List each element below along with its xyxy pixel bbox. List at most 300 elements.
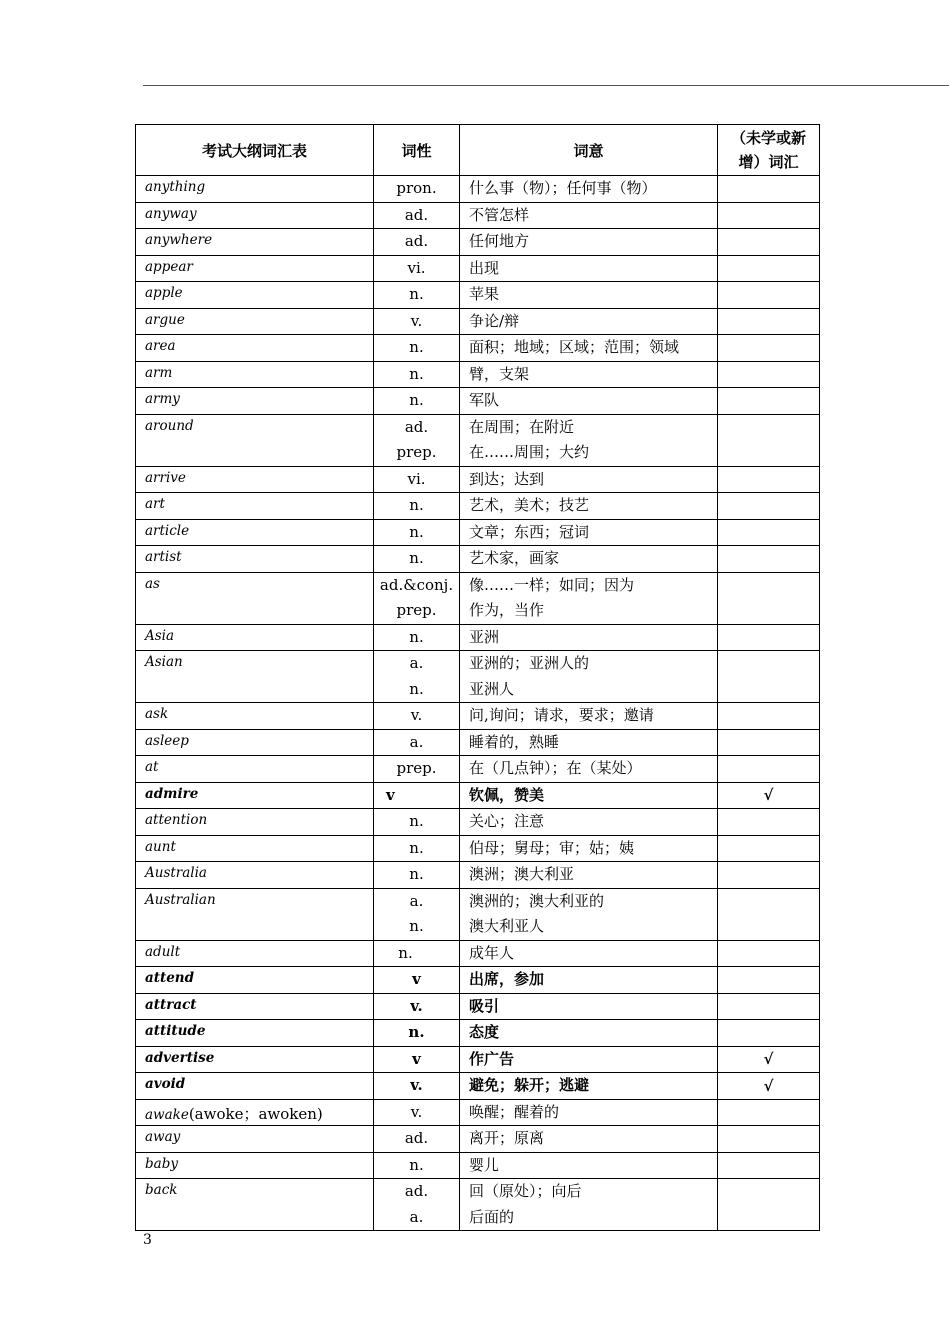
pos-cell [374,361,460,388]
pos-text: ad.&conj. [379,575,454,594]
word-cell [136,1179,374,1231]
table-row [136,546,820,573]
table-row [136,493,820,520]
pos-text: n. [409,496,424,514]
word-text: awake [145,1106,189,1123]
new-vocab-cell [718,862,820,889]
meaning-text: 伯母；舅母；审；姑；姨 [469,838,635,857]
pos-cell [374,176,460,203]
pos-text: n. [409,1155,424,1174]
word-text: attitude [145,1023,206,1039]
word-cell [136,176,374,203]
new-vocab-cell [718,255,820,282]
pos-text: n. [409,522,424,541]
meaning-cell [460,361,718,388]
meaning-cell [460,967,718,994]
meaning-text: 出席，参加 [469,970,545,988]
meaning-text: 后面的 [469,1207,515,1226]
checkmark: √ [763,1050,774,1069]
meaning-cell [460,993,718,1020]
word-cell [136,1099,374,1126]
meaning-cell [460,335,718,362]
pos-cell [374,1126,460,1153]
table-row [136,414,820,466]
table-row [136,703,820,730]
pos-cell [374,308,460,335]
pos-text: prep. [396,759,437,777]
header-pos: 词性 [374,125,460,176]
word-cell [136,1046,374,1073]
meaning-text: 作广告 [469,1049,515,1068]
pos-cell [374,967,460,994]
word-forms: (awoke；awoken) [188,1104,323,1123]
pos-text: n. [408,1023,425,1041]
table-row [136,229,820,256]
meaning-cell [460,308,718,335]
word-cell [136,729,374,756]
new-vocab-cell [718,335,820,362]
word-text: anyway [145,205,197,222]
new-vocab-cell [718,414,820,466]
meaning-text: 到达；达到 [469,469,545,488]
word-text: adult [145,943,181,960]
table-row [136,572,820,624]
meaning-text: 不管怎样 [469,205,530,224]
pos-text: n. [398,943,413,962]
table-row [136,1020,820,1047]
meaning-cell [460,493,718,520]
meaning-cell [460,388,718,415]
word-text: away [145,1129,181,1145]
word-text: attend [145,970,195,986]
pos-cell [374,282,460,309]
word-text: attention [145,812,208,828]
pos-cell [374,862,460,889]
pos-text: a. [409,891,424,910]
pos-cell [374,835,460,862]
meaning-cell [460,572,718,624]
meaning-text: 像……一样；如同；因为 [469,575,635,594]
meaning-text: 臂，支架 [469,364,530,383]
table-row [136,519,820,546]
page-number: 3 [143,1232,152,1248]
word-text: area [145,338,176,354]
word-text: as [145,575,160,592]
pos-text: v. [410,996,423,1015]
pos-cell [374,1179,460,1231]
meaning-cell [460,176,718,203]
new-vocab-cell [718,1073,820,1100]
table-row [136,1179,820,1231]
pos-cell [374,335,460,362]
vocabulary-table [135,124,820,1231]
meaning-cell [460,414,718,466]
pos-cell [374,519,460,546]
meaning-text: 问,询问；请求，要求；邀请 [469,706,654,724]
pos-cell [374,782,460,809]
new-vocab-cell [718,202,820,229]
pos-text: vi. [407,469,426,488]
pos-cell [374,388,460,415]
pos-cell [374,703,460,730]
meaning-cell [460,624,718,651]
table-row [136,335,820,362]
word-cell [136,835,374,862]
pos-text: v. [410,1102,423,1121]
pos-text: v [386,785,395,804]
new-vocab-cell [718,729,820,756]
new-vocab-cell [718,1179,820,1231]
pos-cell [374,1152,460,1179]
word-cell [136,388,374,415]
word-cell [136,519,374,546]
pos-text: ad. [404,1129,429,1147]
pos-text: ad. [404,205,429,224]
word-text: appear [145,258,193,275]
meaning-text: 在（几点钟）；在（某处） [469,759,642,777]
pos-cell [374,1073,460,1100]
table-row [136,1046,820,1073]
word-cell [136,756,374,783]
table-row [136,361,820,388]
word-cell [136,493,374,520]
pos-cell [374,255,460,282]
meaning-cell [460,703,718,730]
new-vocab-cell [718,1152,820,1179]
table-row [136,466,820,493]
table-row [136,308,820,335]
table-row [136,651,820,703]
pos-text: prep. [396,443,437,461]
table-row [136,255,820,282]
word-text: Australian [145,891,216,908]
pos-cell [374,414,460,466]
pos-text: a. [409,1207,424,1226]
word-text: attract [145,996,197,1013]
pos-text: n. [409,338,424,356]
word-cell [136,624,374,651]
table-row [136,782,820,809]
table-row [136,202,820,229]
meaning-cell [460,1179,718,1231]
word-text: advertise [145,1049,215,1066]
pos-cell [374,466,460,493]
meaning-cell [460,1073,718,1100]
pos-cell [374,1020,460,1047]
word-text: artist [145,549,182,565]
meaning-text: 出现 [469,258,500,277]
meaning-text: 睡着的，熟睡 [469,732,560,751]
pos-text: ad. [404,417,429,436]
new-vocab-cell [718,466,820,493]
pos-text: prep. [396,601,437,619]
meaning-text: 军队 [469,391,500,409]
word-text: baby [145,1155,178,1172]
word-cell [136,1126,374,1153]
word-cell [136,862,374,889]
pos-text: pron. [396,179,437,197]
pos-cell [374,546,460,573]
pos-cell [374,756,460,783]
pos-text: n. [409,285,424,303]
meaning-cell [460,862,718,889]
pos-text: n. [409,627,424,646]
pos-cell [374,202,460,229]
meaning-text: 亚洲 [469,627,500,646]
table-row [136,176,820,203]
table-row [136,1073,820,1100]
new-vocab-cell [718,782,820,809]
new-vocab-cell [718,1099,820,1126]
word-text: arrive [145,469,186,486]
new-vocab-cell [718,519,820,546]
pos-cell [374,729,460,756]
new-vocab-cell [718,572,820,624]
meaning-text: 澳大利亚人 [469,917,545,935]
word-cell [136,255,374,282]
new-vocab-cell [718,282,820,309]
word-cell [136,414,374,466]
table-row [136,888,820,940]
new-vocab-cell [718,176,820,203]
meaning-cell [460,835,718,862]
word-text: at [145,759,159,775]
new-vocab-cell [718,1126,820,1153]
new-vocab-cell [718,546,820,573]
meaning-cell [460,1020,718,1047]
pos-cell [374,1099,460,1126]
pos-text: v [412,1049,421,1068]
word-cell [136,466,374,493]
pos-text: n. [409,549,424,567]
word-cell [136,572,374,624]
pos-text: n. [409,364,424,383]
word-text: Australia [145,865,207,881]
checkmark: √ [763,1076,774,1095]
word-cell [136,308,374,335]
meaning-text: 成年人 [469,943,515,962]
word-text: around [145,417,194,434]
table-row [136,282,820,309]
pos-cell [374,993,460,1020]
word-cell [136,782,374,809]
word-cell [136,940,374,967]
pos-cell [374,809,460,836]
table-row [136,862,820,889]
table-row [136,729,820,756]
meaning-text: 关心；注意 [469,812,545,830]
meaning-text: 亚洲人 [469,679,515,698]
pos-cell [374,229,460,256]
header-new-vocab [718,125,820,176]
meaning-text: 态度 [469,1023,500,1041]
table-row [136,1099,820,1126]
new-vocab-cell [718,388,820,415]
word-text: anything [145,179,206,195]
meaning-cell [460,519,718,546]
meaning-text: 争论/辩 [469,311,520,330]
pos-text: n. [409,679,424,698]
meaning-cell [460,1046,718,1073]
word-cell [136,229,374,256]
word-text: army [145,391,180,407]
new-vocab-cell [718,229,820,256]
pos-text: n. [409,391,424,409]
pos-cell [374,888,460,940]
word-cell [136,888,374,940]
meaning-text: 在周围；在附近 [469,417,575,436]
meaning-text: 婴儿 [469,1155,500,1174]
meaning-cell [460,651,718,703]
word-text: art [145,496,165,512]
meaning-cell [460,782,718,809]
meaning-text: 在……周围；大约 [469,443,590,461]
meaning-text: 什么事（物）；任何事（物） [469,179,657,197]
pos-cell [374,651,460,703]
pos-text: n. [409,917,424,935]
meaning-cell [460,202,718,229]
pos-text: a. [409,654,424,672]
new-vocab-cell [718,967,820,994]
new-vocab-cell [718,624,820,651]
pos-cell [374,940,460,967]
meaning-text: 艺术，美术；技艺 [469,496,590,514]
word-text: anywhere [145,232,213,248]
pos-text: n. [409,812,424,830]
meaning-text: 亚洲的；亚洲人的 [469,654,590,672]
word-text: Asian [145,654,183,670]
new-vocab-cell [718,888,820,940]
pos-text: n. [409,865,424,883]
word-cell [136,993,374,1020]
word-text: ask [145,706,169,722]
meaning-text: 面积；地域；区域；范围；领域 [469,338,680,356]
new-vocab-cell [718,651,820,703]
new-vocab-cell [718,993,820,1020]
word-text: Asia [145,627,175,644]
meaning-text: 回（原处）；向后 [469,1182,582,1200]
word-cell [136,809,374,836]
word-cell [136,546,374,573]
meaning-text: 澳洲；澳大利亚 [469,865,575,883]
word-cell [136,202,374,229]
word-text: avoid [145,1076,186,1092]
table-row [136,940,820,967]
new-vocab-cell [718,493,820,520]
table-row [136,1152,820,1179]
new-vocab-cell [718,1046,820,1073]
header-new-line2: 增）词汇 [738,153,799,171]
meaning-text: 任何地方 [469,232,530,250]
meaning-text: 艺术家，画家 [469,549,560,567]
word-text: arm [145,364,173,381]
word-cell [136,967,374,994]
word-text: apple [145,285,183,301]
pos-cell [374,572,460,624]
new-vocab-cell [718,809,820,836]
table-row [136,756,820,783]
header-word: 考试大纲词汇表 [136,125,374,176]
header-meaning: 词意 [460,125,718,176]
word-cell [136,282,374,309]
word-text: asleep [145,732,189,749]
meaning-text: 作为，当作 [469,601,545,619]
word-cell [136,1020,374,1047]
new-vocab-cell [718,835,820,862]
table-row [136,993,820,1020]
pos-cell [374,493,460,520]
meaning-text: 澳洲的；澳大利亚的 [469,891,605,910]
new-vocab-cell [718,361,820,388]
meaning-cell [460,756,718,783]
header-new-line1: （未学或新 [730,129,806,147]
pos-cell [374,624,460,651]
word-cell [136,703,374,730]
meaning-text: 苹果 [469,285,500,303]
word-cell [136,651,374,703]
checkmark: √ [763,786,774,805]
pos-text: v. [410,311,423,330]
table-row [136,809,820,836]
table-row [136,624,820,651]
table-header-row [136,125,820,176]
table-row [136,388,820,415]
meaning-text: 钦佩，赞美 [469,785,545,804]
meaning-cell [460,282,718,309]
meaning-cell [460,888,718,940]
word-text: admire [145,785,199,802]
pos-text: v. [410,1076,423,1094]
word-text: back [145,1182,178,1198]
word-text: article [145,522,190,539]
meaning-text: 离开；原离 [469,1129,545,1147]
meaning-cell [460,1152,718,1179]
pos-text: ad. [404,232,429,250]
word-cell [136,335,374,362]
table-row [136,835,820,862]
word-cell [136,1152,374,1179]
meaning-cell [460,809,718,836]
word-cell [136,1073,374,1100]
meaning-cell [460,1099,718,1126]
table-row [136,967,820,994]
new-vocab-cell [718,756,820,783]
meaning-cell [460,255,718,282]
pos-cell [374,1046,460,1073]
meaning-cell [460,466,718,493]
table-row [136,1126,820,1153]
word-text: aunt [145,838,176,855]
meaning-text: 避免；躲开；逃避 [469,1076,590,1094]
meaning-cell [460,729,718,756]
pos-text: v. [410,706,423,724]
meaning-cell [460,546,718,573]
meaning-cell [460,940,718,967]
pos-text: ad. [404,1182,429,1200]
word-cell [136,361,374,388]
new-vocab-cell [718,308,820,335]
meaning-text: 文章；东西；冠词 [469,522,590,541]
header-rule [143,85,949,86]
meaning-cell [460,229,718,256]
new-vocab-cell [718,940,820,967]
pos-text: a. [409,732,424,751]
pos-text: vi. [407,258,426,277]
new-vocab-cell [718,1020,820,1047]
word-text: argue [145,311,185,328]
new-vocab-cell [718,703,820,730]
pos-text: v [412,970,421,988]
